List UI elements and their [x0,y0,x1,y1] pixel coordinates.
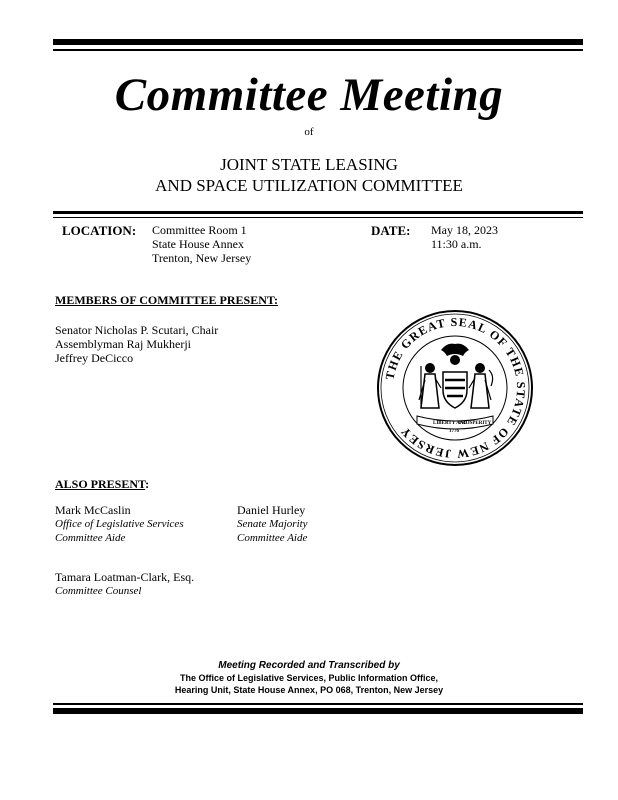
also-present-colon: : [145,477,150,491]
of-text: of [304,126,314,138]
seal-ring-text: THE GREAT SEAL OF THE STATE OF NEW JERSEY [382,314,529,462]
time-value: 11:30 a.m. [431,237,482,251]
staff-role: Office of Legislative Services [55,518,184,530]
also-present-heading-text: ALSO PRESENT [55,477,146,491]
staff-role: Committee Aide [237,532,308,544]
committee-name-line2: AND SPACE UTILIZATION COMMITTEE [155,176,463,195]
committee-name [0,154,618,196]
seal-banner-left: LIBERTY AND [433,421,467,426]
footer-line: Hearing Unit, State House Annex, PO 068, Trenton, New Jersey [174,685,444,695]
footer-line: The Office of Legislative Services, Public Information Office, [179,673,439,683]
date-block [431,223,498,251]
member-item: Assemblyman Raj Mukherji [55,337,191,351]
top-rule-thin [53,49,583,51]
page-title: Committee Meeting [114,69,504,121]
staff-entry [55,503,184,545]
also-present-heading [55,477,149,492]
location-block [152,223,251,265]
staff-name: Daniel Hurley [237,503,306,517]
bottom-rule-thin [53,703,583,705]
members-list [55,323,218,365]
staff-role: Senate Majority [237,518,308,530]
staff-name: Mark McCaslin [55,503,131,517]
date-value: May 18, 2023 [431,223,498,237]
bottom-rule-thick [53,708,583,714]
top-rule-thick [53,39,583,45]
location-line: State House Annex [152,237,244,251]
member-item: Jeffrey DeCicco [55,351,134,365]
staff-role: Committee Counsel [55,585,142,597]
location-line: Trenton, New Jersey [152,251,252,265]
staff-entry [55,570,194,598]
great-seal-of-new-jersey-icon [375,308,535,468]
members-heading: MEMBERS OF COMMITTEE PRESENT: [55,293,279,307]
committee-name-line1: JOINT STATE LEASING [220,155,398,174]
section-rule-thin [53,217,583,218]
date-label: DATE: [371,223,411,238]
seal-year: 1776 [449,429,459,434]
location-line: Committee Room 1 [152,223,247,237]
footer [0,660,618,696]
location-label: LOCATION: [62,223,137,238]
staff-entry [237,503,308,545]
section-rule-thick [53,211,583,214]
staff-name: Tamara Loatman-Clark, Esq. [55,570,195,584]
member-item: Senator Nicholas P. Scutari, Chair [55,323,219,337]
staff-role: Committee Aide [55,532,126,544]
footer-title: Meeting Recorded and Transcribed by [218,660,400,671]
seal-banner-right: PROSPERITY [459,421,492,426]
